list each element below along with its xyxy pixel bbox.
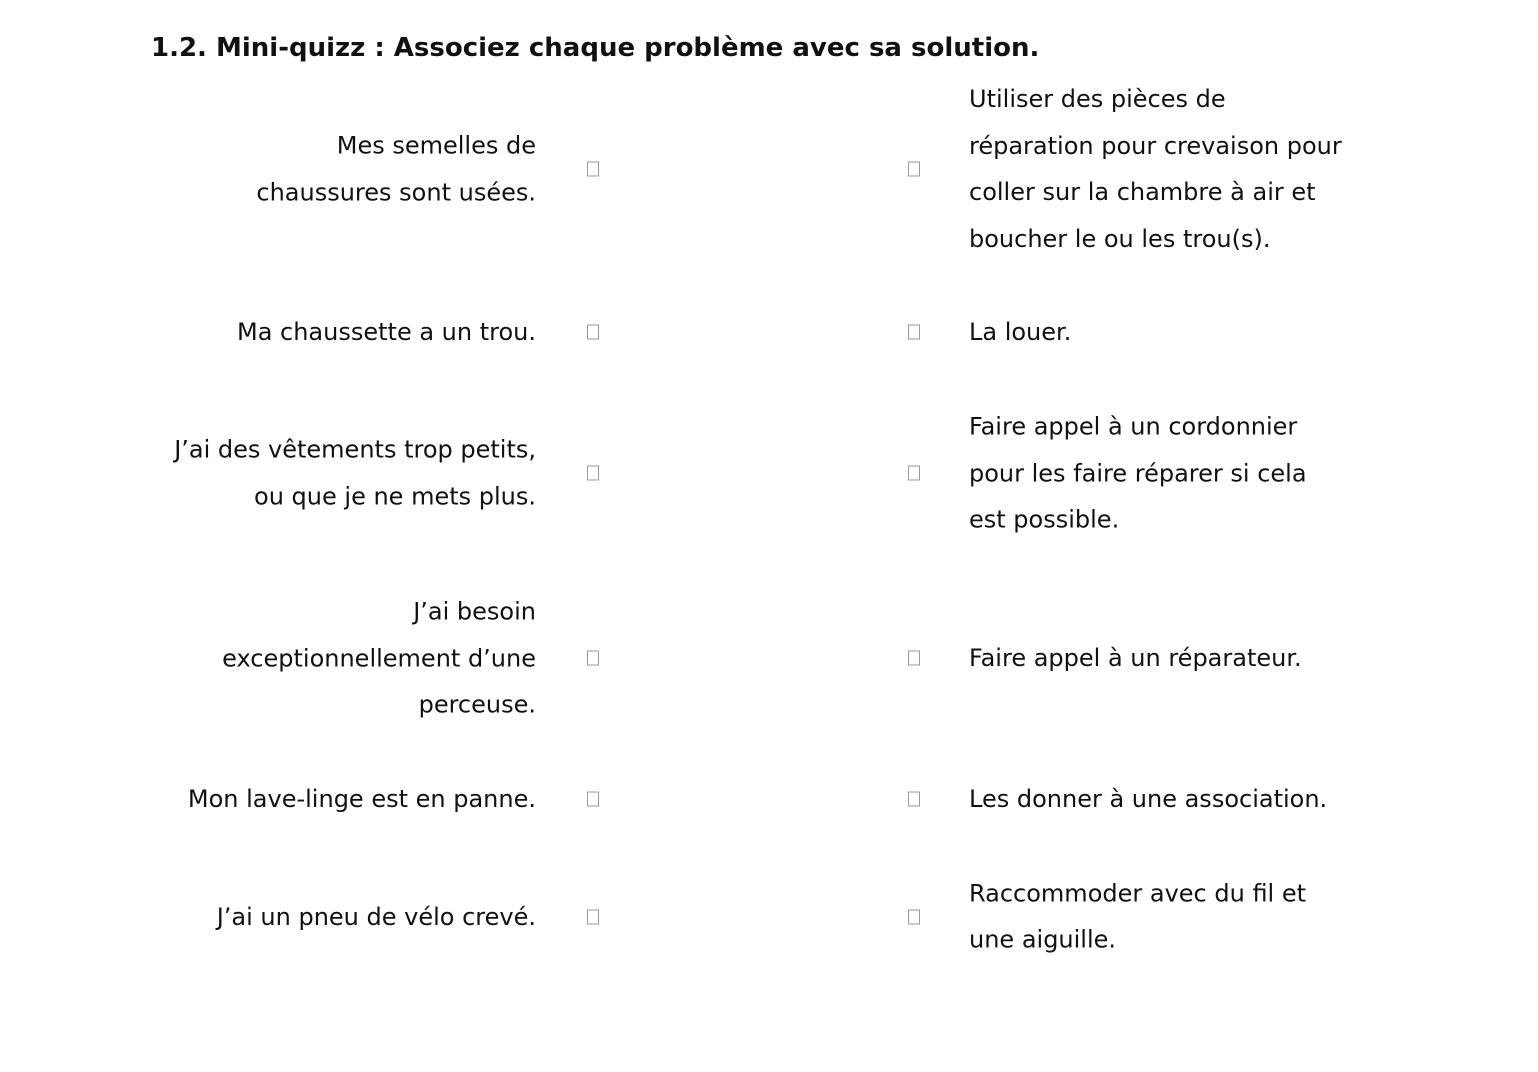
solution-checkbox[interactable] [908,651,920,666]
solution-text: Utiliser des pièces de réparation pour crevaison pour coller sur la chambre à air et boucher le ou les trou(s). [969,85,1342,253]
quiz-row [0,76,1538,262]
solution-text: La louer. [969,317,1072,346]
quiz-row [0,870,1538,963]
solution-checkbox[interactable] [908,466,920,481]
problem-text: J’ai un pneu de vélo crevé. [216,902,536,931]
problem-text: J’ai besoin exceptionnellement d’une perceuse. [222,597,536,719]
problem-text: J’ai des vêtements trop petits, ou que je ne mets plus. [174,435,536,510]
problem-checkbox[interactable] [587,792,599,807]
solution-text: Les donner à une association. [969,784,1328,813]
quiz-row [0,309,1538,355]
solution-text: Faire appel à un réparateur. [969,643,1302,672]
problem-text: Ma chaussette a un trou. [236,317,536,346]
solution-text: Raccommoder avec du fil et une aiguille. [969,879,1307,954]
problem-checkbox[interactable] [587,162,599,177]
solution-text: Faire appel à un cordonnier pour les faire réparer si cela est possible. [969,412,1307,534]
quiz-row [0,776,1538,822]
problem-text: Mes semelles de chaussures sont usées. [256,131,536,206]
problem-checkbox[interactable] [587,466,599,481]
exercise-title: 1.2. Mini-quizz : Associez chaque problème avec sa solution. [151,33,1040,63]
problem-checkbox[interactable] [587,909,599,924]
solution-checkbox[interactable] [908,162,920,177]
solution-checkbox[interactable] [908,792,920,807]
solution-checkbox[interactable] [908,325,920,340]
quiz-row [0,588,1538,728]
problem-text: Mon lave-linge est en panne. [187,784,536,813]
quiz-row [0,403,1538,543]
problem-checkbox[interactable] [587,325,599,340]
problem-checkbox[interactable] [587,651,599,666]
solution-checkbox[interactable] [908,909,920,924]
